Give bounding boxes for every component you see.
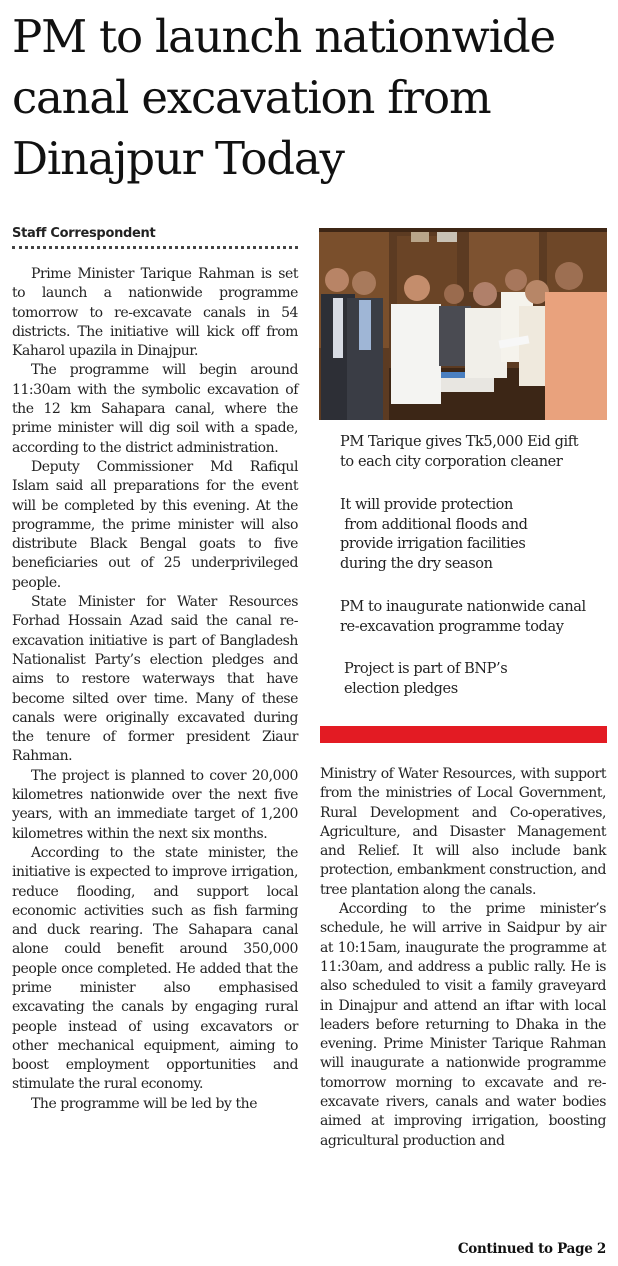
sidebar-caption bbox=[340, 433, 578, 472]
headline-line: canal excavation from bbox=[12, 71, 491, 124]
paragraph: State Minister for Water Resources Forhad Hossain Azad said the canal re-excavation initiative is part of Bangladesh Nationalist Party’s election pledges and aims to restore waterways that have become silted over time. Many of these canals were originally excavated during the tenure of former president Ziaur Rahman. bbox=[12, 594, 298, 765]
paragraph: The programme will begin around 11:30am with the symbolic excavation of the 12 km Sahapara canal, where the prime minister will dig soil with a spade, according to the district administration. bbox=[12, 362, 298, 456]
paragraph: According to the state minister, the initiative is expected to improve irrigation, reduce flooding, and support local economic activities such as fish farming and duck rearing. The Sahapara canal alone could benefit around 350,000 people once completed. He added that the prime minister also emphasised excavating the canals by engaging rural people instead of using excavators or other mechanical equipment, aiming to boost employment opportunities and stimulate the rural economy. bbox=[12, 844, 298, 1093]
article-right-column bbox=[320, 765, 606, 1151]
caption-line: to each city corporation cleaner bbox=[340, 453, 563, 470]
caption-line: Project is part of BNP’s bbox=[344, 661, 508, 677]
accent-bar bbox=[320, 726, 607, 743]
caption-line: provide irrigation facilities bbox=[340, 536, 526, 552]
byline-divider bbox=[12, 246, 298, 250]
paragraph: The project is planned to cover 20,000 kilometres nationwide over the next five years, with an immediate target of 1,200 kilometres within the next six months. bbox=[12, 767, 298, 842]
headline-line: PM to launch nationwide bbox=[12, 10, 555, 63]
sidebar-caption bbox=[340, 496, 528, 574]
headline bbox=[12, 6, 612, 189]
paragraph: The programme will be led by the bbox=[31, 1095, 258, 1112]
paragraph: According to the prime minister’s schedule, he will arrive in Saidpur by air at 10:15am, inaugurate the programme at 11:30am, and address a public rally. He is also scheduled to visit a family graveyard in Dinajpur and attend an iftar with local leaders before returning to Dhaka in the evening. Prime Minister Tarique Rahman will inaugurate a nationwide programme tomorrow morning to excavate and re-excavate rivers, canals and water bodies aimed at improving irrigation, boosting agricultural production and bbox=[320, 901, 606, 1149]
caption-line: from additional floods and bbox=[340, 516, 528, 533]
paragraph: Deputy Commissioner Md Rafiqul Islam said all preparations for the event will be completed by this evening. At the programme, the prime minister will also distribute Black Bengal goats to five beneficiaries out of 25 underprivileged people. bbox=[12, 458, 298, 591]
caption-line: during the dry season bbox=[340, 555, 493, 572]
caption-line: re-excavation programme today bbox=[340, 618, 564, 635]
sidebar-caption bbox=[344, 660, 507, 699]
paragraph: Ministry of Water Resources, with support from the ministries of Local Government, Rural Development and Co-operatives, Agriculture, and Disaster Management and Relief. It will also include bank protection, embankment construction, and tree plantation along the canals. bbox=[320, 766, 606, 898]
news-photo-illustration bbox=[319, 228, 607, 420]
byline: Staff Correspondent bbox=[12, 226, 156, 241]
caption-line: PM to inaugurate nationwide canal bbox=[340, 599, 586, 615]
sidebar-caption bbox=[340, 598, 586, 637]
caption-line: It will provide protection bbox=[340, 497, 513, 513]
caption-line: PM Tarique gives Tk5,000 Eid gift bbox=[340, 434, 579, 450]
article-left-column bbox=[12, 265, 298, 1114]
continued-link[interactable]: Continued to Page 2 bbox=[457, 1241, 606, 1257]
headline-line: Dinajpur Today bbox=[12, 132, 344, 185]
caption-line: election pledges bbox=[344, 680, 458, 697]
paragraph: Prime Minister Tarique Rahman is set to launch a nationwide programme tomorrow to re-excavate canals in 54 districts. The initiative will kick off from Kaharol upazila in Dinajpur. bbox=[12, 266, 298, 360]
news-photo bbox=[319, 228, 607, 420]
